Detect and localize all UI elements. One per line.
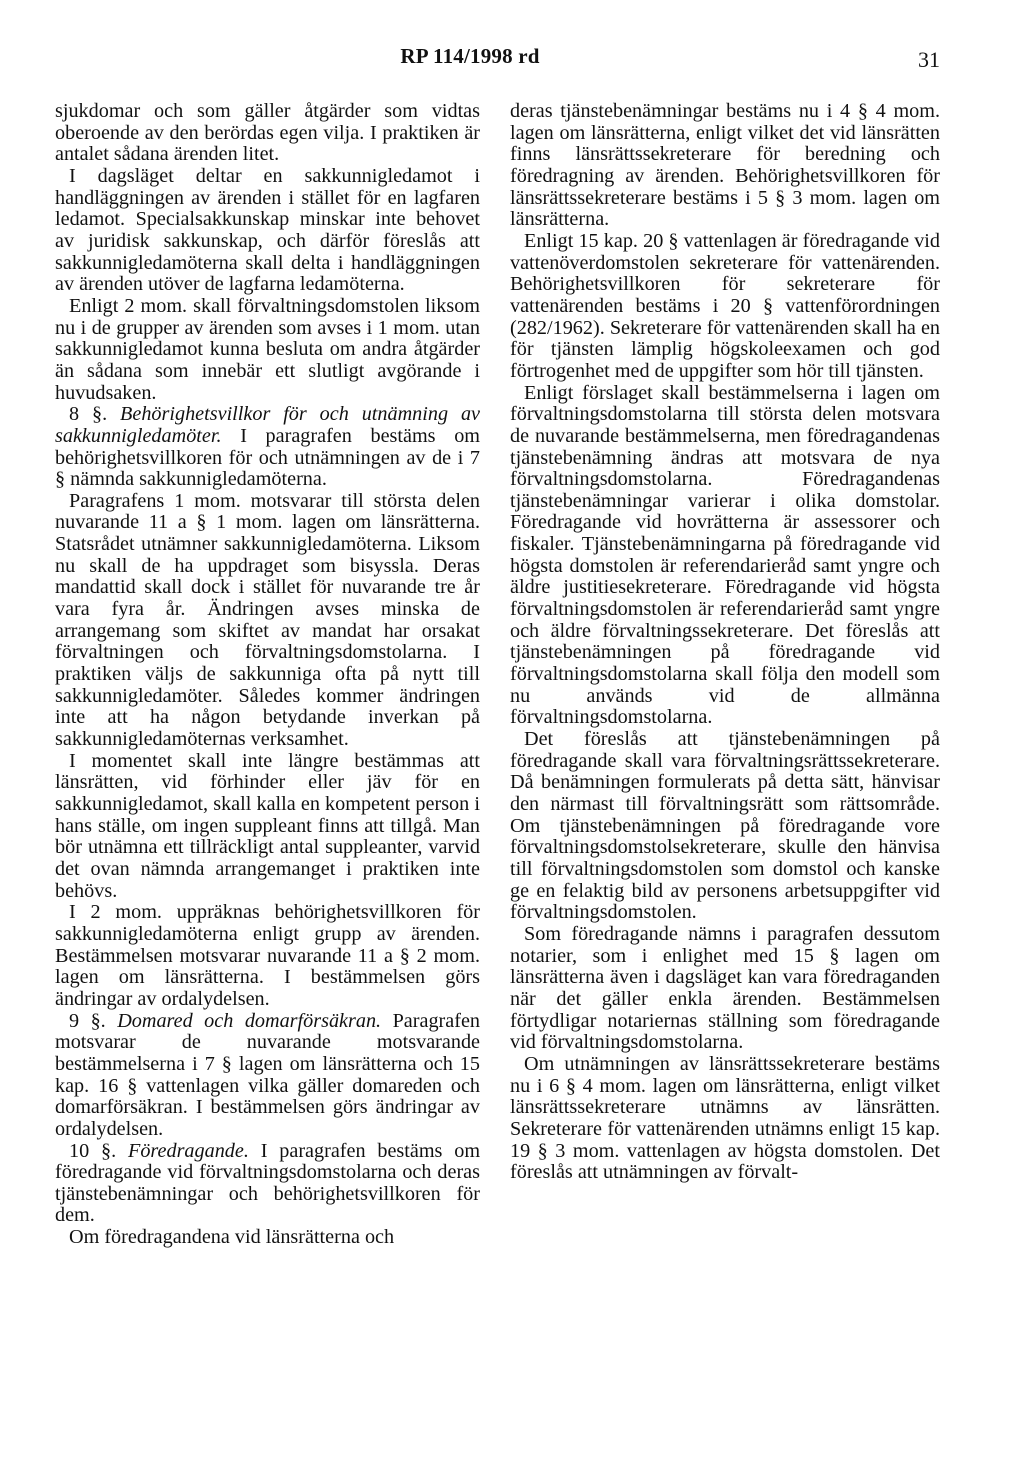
- section-text: I paragrafen bestäms om föredragande vid förvaltningsdomstolarna och deras tjänstebenämningar och behörighetsvillkoren för dem.: [55, 1139, 481, 1227]
- page-number: 31: [918, 47, 940, 72]
- paragraph: Det föreslås att tjänstebenämningen på föredragande skall vara förvaltningsrättssekreterare. Då benämningen formulerats på detta sätt, hänvisar den närmast till förvaltningsrätt som rättsområde. Om tjänstebenämningen på föredragande vore förvaltningsdomstolsekreterare, skulle den hänvisa till förvaltningsdomstolen som domstol och kanske ge en felaktig bild av personens arbetsuppgifter vid förvaltningsdomstolen.: [510, 728, 940, 924]
- section-title: Domared och domarförsäkran.: [117, 1009, 382, 1032]
- section-10: [55, 1141, 480, 1228]
- section-title: Behörighetsvillkor för och utnämning av sakkunnigledamöter.: [55, 403, 481, 447]
- paragraph: Enligt 15 kap. 20 § vattenlagen är föredragande vid vattenöverdomstolen sekreterare för vattenärenden. Behörighetsvillkoren för sekreterare för vattenärenden bestäms i 20 § vattenförordningen (282/1962). Sekreterare för vattenärenden skall ha en för tjänsten lämplig högskoleexamen och god förtrogenhet med de uppgifter som hör till tjänsten.: [510, 229, 940, 382]
- section-number: 10 §.: [69, 1139, 117, 1162]
- left-column: [55, 101, 480, 1249]
- page-header: [0, 44, 1024, 76]
- paragraph: I momentet skall inte längre bestämmas att länsrätten, vid förhinder eller jäv för en sakkunnigledamot, skall kalla en kompetent person i hans ställe, om ingen suppleant finns att tillgå. Man bör utnämna ett tillräckligt antal suppleanter, varvid det ovan nämnda arrangemanget i praktiken inte behövs.: [55, 749, 480, 902]
- paragraph: I dagsläget deltar en sakkunnigledamot i handläggningen av ärenden i stället för en lagfaren ledamot. Specialsakkunskap minskar inte behovet av juridisk sakkunskap, och därför föreslås att sakkunnigledamöterna skall delta i handläggningen av ärenden utöver de lagfarna ledamöterna.: [55, 164, 480, 296]
- section-number: 9 §.: [69, 1009, 106, 1032]
- paragraph: I 2 mom. uppräknas behörighetsvillkoren för sakkunnigledamöterna enligt grupp av ärenden. Bestämmelsen motsvarar nuvarande 11 a § 2 mom. lagen om länsrätterna. I bestämmelsen görs ändringar av ordalydelsen.: [55, 901, 480, 1010]
- paragraph: Som föredragande nämns i paragrafen dessutom notarier, som i enlighet med 15 § lagen om länsrätterna även i dagsläget kan vara föredraganden när det gäller enkla ärenden. Bestämmelsen förtydligar notariernas ställning som föredragande vid förvaltningsdomstolarna.: [510, 922, 940, 1054]
- paragraph: Om föredragandena vid länsrätterna och: [69, 1226, 395, 1249]
- section-number: 8 §.: [69, 403, 108, 426]
- paragraph: Enligt 2 mom. skall förvaltningsdomstolen liksom nu i de grupper av ärenden som avses i 1 mom. utan sakkunnigledamot kunna besluta om andra åtgärder än sådana som innebär ett slutligt avgörande i huvudsaken.: [55, 294, 480, 404]
- paragraph: Paragrafens 1 mom. motsvarar till största delen nuvarande 11 a § 1 mom. lagen om länsrätterna. Statsrådet utnämner sakkunnigledamöterna. Liksom nu skall de ha uppdraget som bisyssla. Deras mandattid skall dock i stället för nuvarande tre år vara fyra år. Ändringen avses minska de arrangemang som skiftet av mandat har orsakat förvaltningen och förvaltningsdomstolarna. I praktiken väljs de sakkunniga ofta på nytt till sakkunnigledamöter. Således kommer ändringen inte att ha någon betydande inverkan på sakkunnigledamöternas verksamhet.: [55, 489, 480, 751]
- paragraph: Enligt förslaget skall bestämmelserna i lagen om förvaltningsdomstolarna till största delen motsvara de nuvarande bestämmelserna, men föredragandenas tjänstebenämning ändras att motsvara de nya förvaltningsdomstolarna. Föredragandenas tjänstebenämningar varierar i olika domstolar. Föredragande vid hovrätterna är assessorer och fiskaler. Tjänstebenämningarna på föredragande vid högsta domstolen är referendarieråd samt yngre och äldre justitiesekreterare. Föredragande vid högsta förvaltningsdomstolen är referendarieråd samt yngre och äldre förvaltningssekreterare. Det föreslås att tjänstebenämningen på föredragande vid förvaltningsdomstolarna skall följa den modell som nu används vid de allmänna förvaltningsdomstolarna.: [510, 381, 940, 729]
- paragraph: Om utnämningen av länsrättssekreterare bestäms nu i 6 § 4 mom. lagen om länsrätterna, enligt vilket länsrättssekreterare utnämns av länsrätten. Sekreterare för vattenärenden utnämns enligt 15 kap. 19 § 3 mom. vattenlagen av högsta domstolen. Det föreslås att utnämningen av förvalt-: [510, 1052, 940, 1184]
- document-title: RP 114/1998 rd: [400, 44, 540, 68]
- section-9: [55, 1011, 480, 1141]
- paragraph: deras tjänstebenämningar bestäms nu i 4 § 4 mom. lagen om länsrätterna, enligt vilket det vid länsrätten finns länsrättssekreterare för beredning och föredragning av ärenden. Behörighetsvillkoren för länsrättssekreterare bestäms i 5 § 3 mom. lagen om länsrätterna.: [510, 100, 940, 231]
- paragraph: sjukdomar och som gäller åtgärder som vidtas oberoende av den berördas egen vilja. I praktiken är antalet sådana ärenden litet.: [55, 100, 480, 166]
- section-title: Föredragande.: [127, 1139, 249, 1162]
- right-column: [510, 101, 940, 1184]
- section-text: Paragrafen motsvarar de nuvarande motsvarande bestämmelserna i 7 § lagen om länsrätterna och 15 kap. 16 § vattenlagen vilka gäller domareden och domarförsäkran. I bestämmelsen görs ändringar av ordalydelsen.: [55, 1009, 481, 1140]
- section-8: [55, 404, 480, 491]
- section-text: I paragrafen bestäms om behörighetsvillkoren för och utnämningen av de i 7 § nämnda sakkunnigledamöterna.: [55, 424, 480, 491]
